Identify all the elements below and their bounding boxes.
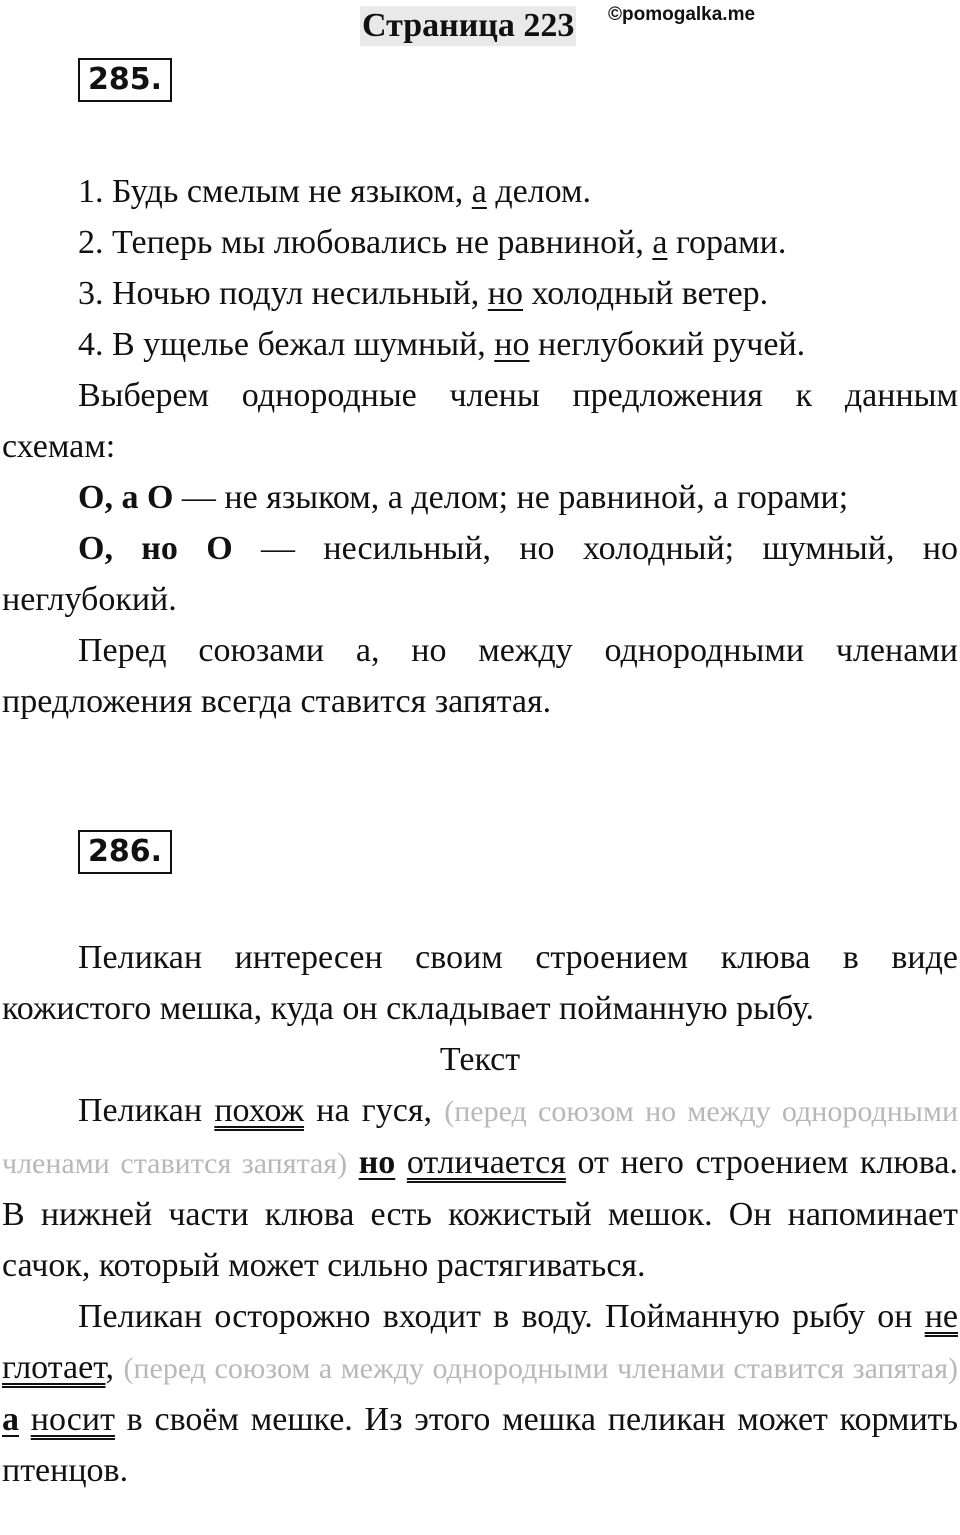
conjunction: а — [652, 224, 668, 261]
conjunction: а — [471, 173, 487, 210]
predicate: не глотает — [2, 1298, 958, 1386]
watermark: ©pomogalka.me — [608, 4, 756, 25]
text-heading: Текст — [439, 1041, 521, 1078]
predicate: отличается — [406, 1144, 566, 1181]
exercise-number-286: 286. — [78, 830, 172, 874]
scheme-1: О, а О — не языком, а делом; не равниной, а горами; — [78, 479, 849, 516]
conjunction: а — [2, 1401, 19, 1438]
note: (перед союзом но между однородными членами ставится запятая) — [2, 1095, 958, 1180]
predicate: похож — [214, 1092, 305, 1129]
note: (перед союзом а между однородными членами ставится запятая) — [123, 1352, 959, 1385]
page-header — [0, 4, 960, 48]
exercise-285-body — [2, 166, 958, 727]
conjunction: но — [487, 275, 523, 312]
sentence-3: 3. Ночью подул несильный, но холодный ветер. — [78, 275, 769, 312]
exercise-286-body — [2, 932, 958, 1496]
predicate: носит — [30, 1401, 115, 1438]
conjunction: но — [494, 326, 530, 363]
page-title: Страница 223 — [362, 7, 575, 44]
conjunction: но — [358, 1144, 396, 1181]
sentence-4: 4. В ущелье бежал шумный, но неглубокий ручей. — [78, 326, 806, 363]
rule-paragraph: Перед союзами а, но между однородными членами предложения всегда ставится запятая. — [2, 632, 958, 720]
sentence-2: 2. Теперь мы любовались не равниной, а горами. — [78, 224, 787, 261]
scheme-2: О, но О — несильный, но холодный; шумный, но неглубокий. — [2, 530, 958, 618]
scheme-2-label: О, но О — [78, 530, 233, 567]
sentence-1: 1. Будь смелым не языком, а делом. — [78, 173, 592, 210]
intro-paragraph: Выберем однородные члены предложения к данным схемам: — [2, 377, 958, 465]
exercise-number-285: 285. — [78, 58, 172, 102]
scheme-1-label: О, а О — [78, 479, 174, 516]
intro-paragraph: Пеликан интересен своим строением клюва в виде кожистого мешка, куда он складывает пойманную рыбу. — [2, 939, 958, 1027]
paragraph-1: Пеликан похож на гуся, (перед союзом но между однородными членами ставится запятая) но отличается от него строением клюва. В нижней части клюва есть кожистый мешок. Он напоминает сачок, который может сильно растягиваться. — [2, 1092, 959, 1284]
paragraph-2: Пеликан осторожно входит в воду. Пойманную рыбу он не глотает, (перед союзом а между однородными членами ставится запятая) а носит в своём мешке. Из этого мешка пеликан может кормить птенцов. — [2, 1298, 959, 1489]
